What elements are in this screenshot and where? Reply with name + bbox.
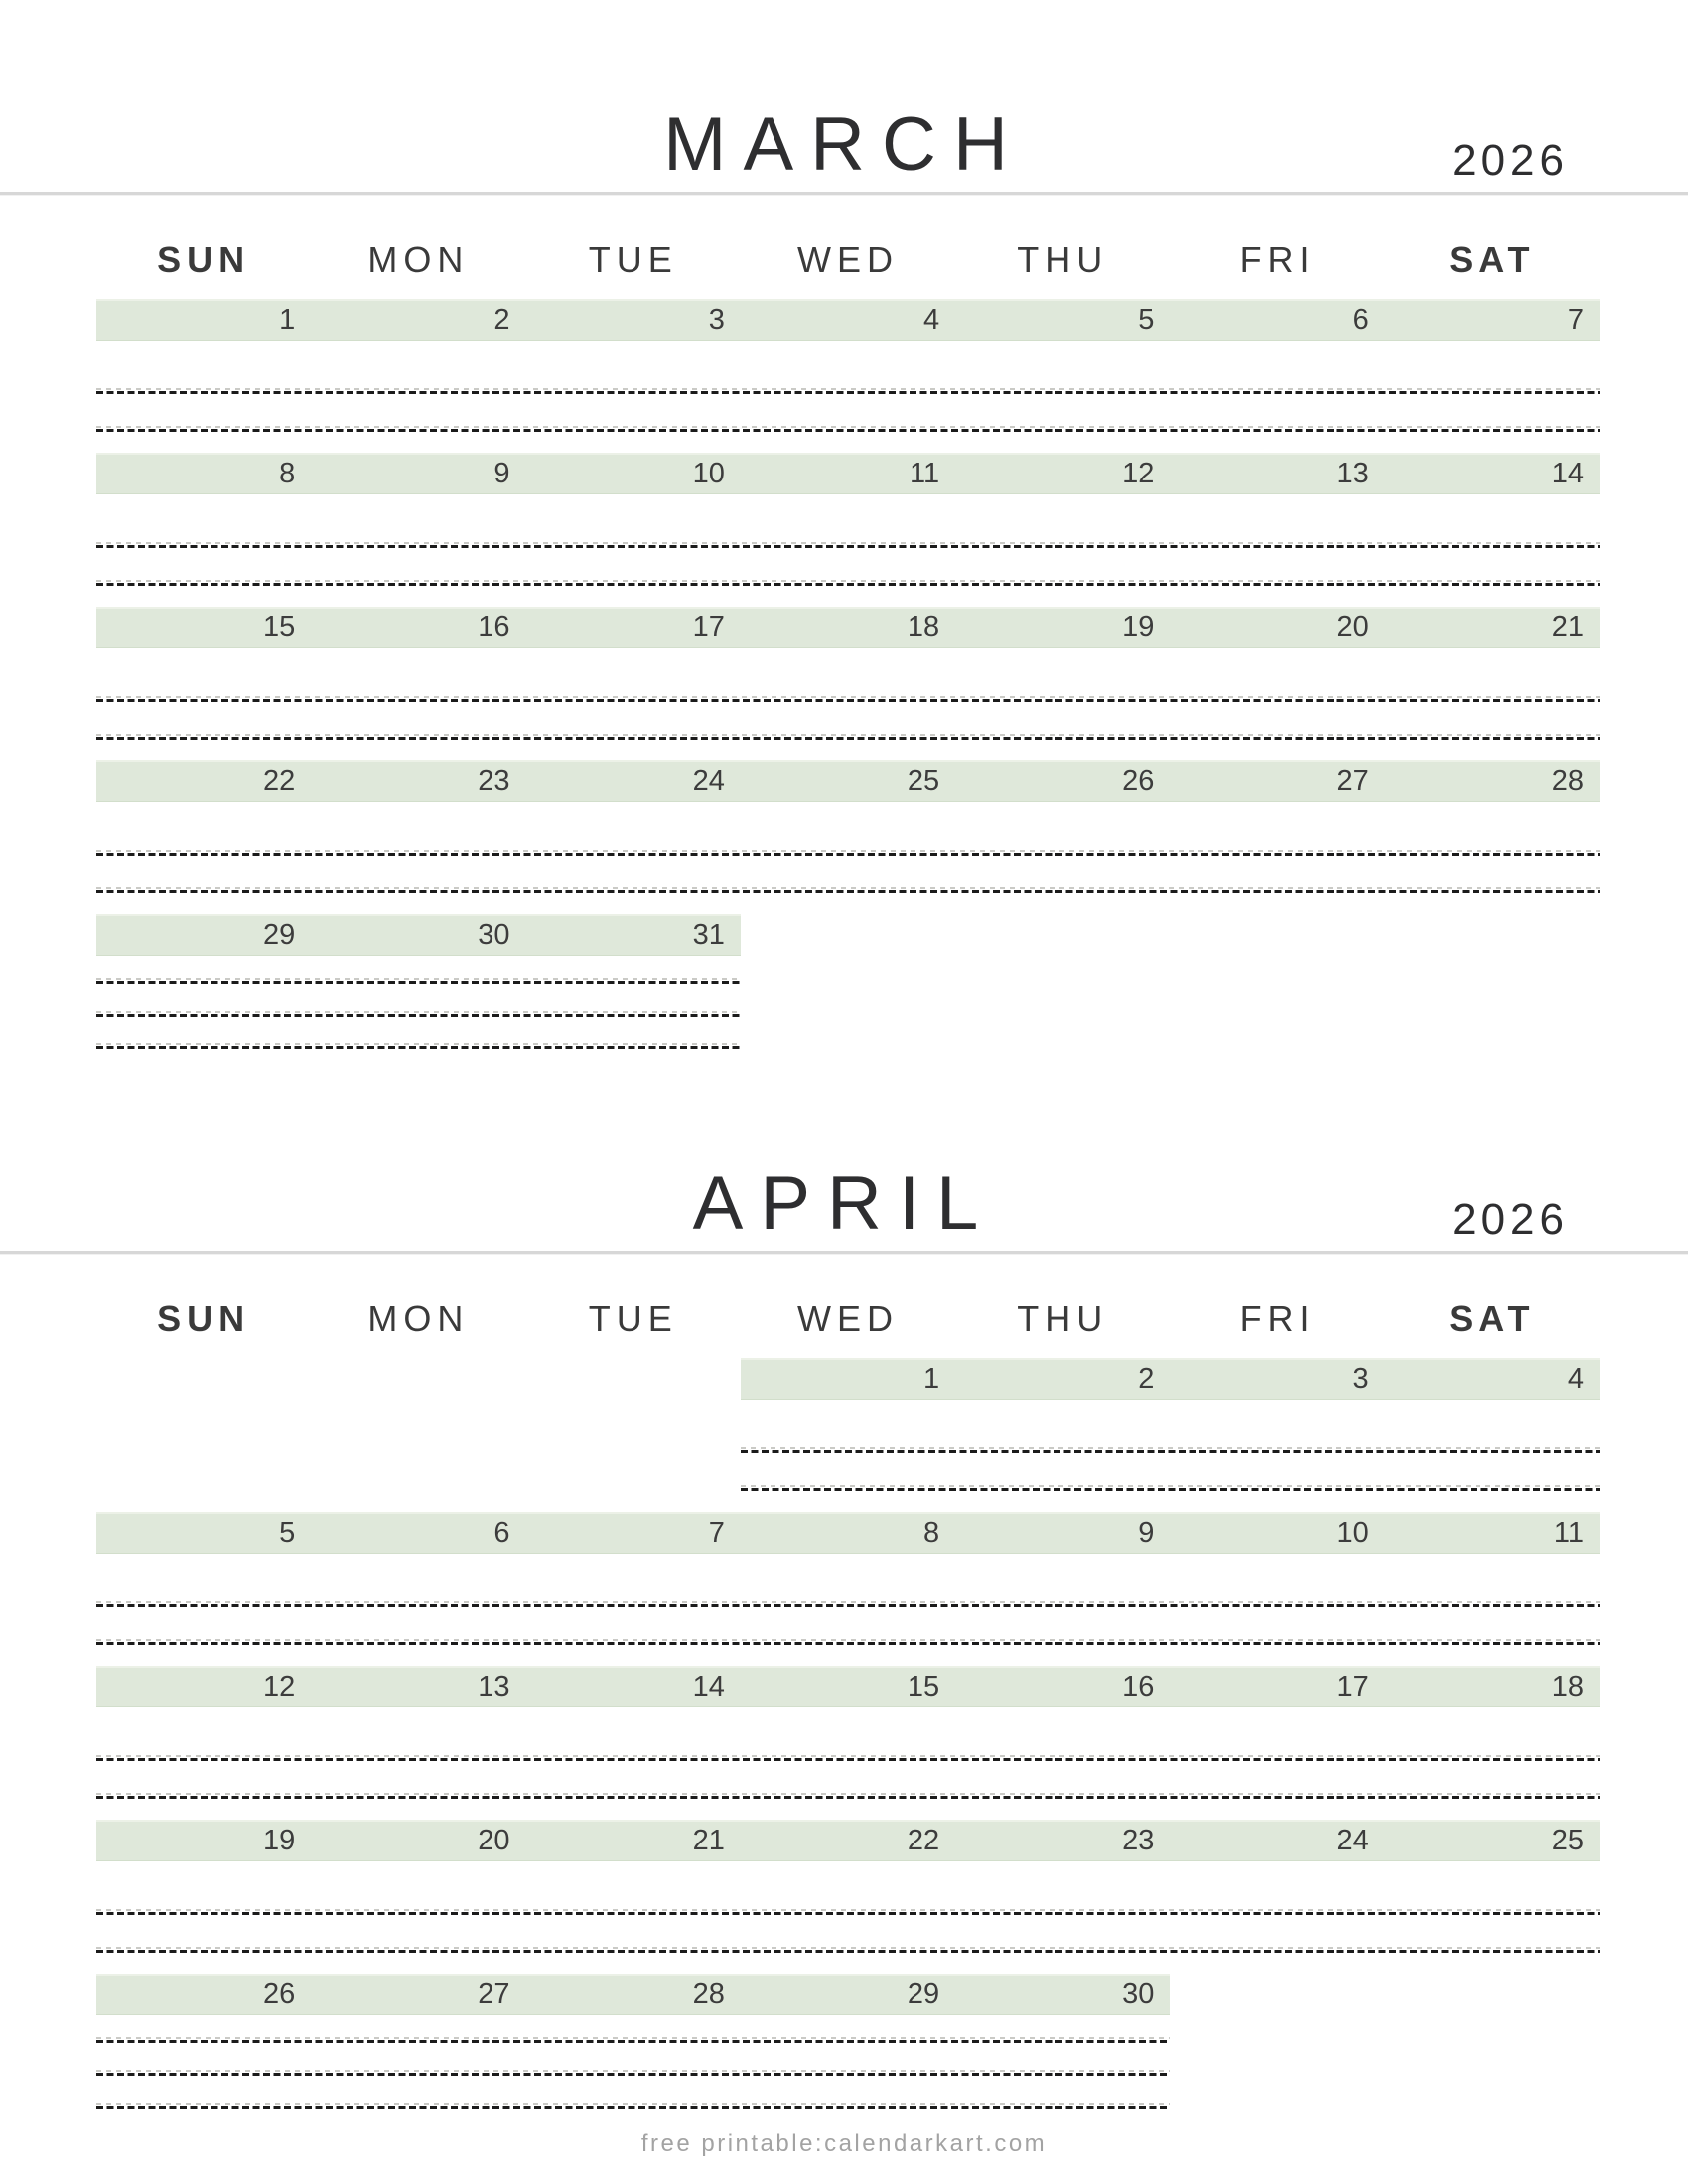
- day-cell: 22: [263, 765, 296, 797]
- day-cell: 10: [1336, 1517, 1369, 1549]
- day-cell: 19: [1122, 612, 1155, 643]
- writing-line: [96, 2103, 1170, 2109]
- day-cell: 14: [1551, 458, 1584, 489]
- month-header-april: [0, 1161, 1688, 1246]
- day-cell: 16: [478, 612, 510, 643]
- week-row: [96, 1512, 1600, 1666]
- day-cell: 9: [1138, 1517, 1155, 1549]
- week-band: [96, 1820, 1600, 1861]
- writing-line: [96, 887, 1600, 893]
- month-title: MARCH: [663, 102, 1025, 187]
- day-cell: 12: [1122, 458, 1155, 489]
- weekday-label-wed: WED: [796, 1298, 899, 1339]
- day-cell: 24: [692, 765, 725, 797]
- week-row: [96, 453, 1600, 607]
- day-cell: 24: [1336, 1825, 1369, 1856]
- day-cell: 22: [907, 1825, 940, 1856]
- day-cell: 4: [923, 304, 940, 336]
- day-cell: 4: [1567, 1363, 1584, 1395]
- writing-line: [96, 426, 1600, 432]
- day-cell: 6: [1352, 304, 1369, 336]
- weekday-label-tue: TUE: [588, 1298, 678, 1339]
- writing-line: [96, 1011, 741, 1017]
- day-cell: 9: [493, 458, 510, 489]
- weekday-label-thu: THU: [1017, 239, 1109, 280]
- day-cell: 21: [1551, 612, 1584, 643]
- weekday-label-fri: FRI: [1239, 239, 1316, 280]
- day-cell: 15: [263, 612, 296, 643]
- writing-line: [96, 1755, 1600, 1761]
- writing-line: [96, 542, 1600, 548]
- day-cell: 25: [907, 765, 940, 797]
- week-band: [96, 1666, 1600, 1707]
- day-cell: 26: [263, 1979, 296, 2010]
- weekday-label-wed: WED: [796, 239, 899, 280]
- divider: [0, 192, 1688, 196]
- writing-line: [96, 2037, 1170, 2043]
- week-row: [96, 1666, 1600, 1820]
- day-cell: 31: [692, 919, 725, 951]
- day-cell: 11: [1553, 1517, 1584, 1549]
- day-cell: 23: [1122, 1825, 1155, 1856]
- year-label: 2026: [1452, 1195, 1569, 1244]
- day-cell: 25: [1551, 1825, 1584, 1856]
- month-march: [0, 102, 1688, 1053]
- weekday-label-fri: FRI: [1239, 1298, 1316, 1339]
- weekday-header-row: [96, 241, 1600, 279]
- footer-credit: free printable:calendarkart.com: [640, 2130, 1048, 2157]
- writing-line: [96, 734, 1600, 740]
- day-cell: 18: [907, 612, 940, 643]
- day-cell: 11: [910, 458, 940, 489]
- day-cell: 8: [923, 1517, 940, 1549]
- writing-line: [96, 1793, 1600, 1799]
- month-title: APRIL: [692, 1161, 996, 1246]
- day-cell: 27: [478, 1979, 510, 2010]
- day-cell: 7: [1567, 304, 1584, 336]
- weekday-label-sat: SAT: [1449, 1298, 1536, 1339]
- day-cell: 2: [493, 304, 510, 336]
- week-row: [96, 299, 1600, 453]
- week-band: [96, 914, 741, 956]
- day-cell: 1: [279, 304, 296, 336]
- day-cell: 3: [708, 304, 725, 336]
- writing-line: [96, 388, 1600, 394]
- weekday-label-thu: THU: [1017, 1298, 1109, 1339]
- week-row: [96, 1974, 1600, 2113]
- writing-line: [741, 1447, 1600, 1453]
- week-band: [96, 299, 1600, 341]
- writing-line: [96, 580, 1600, 586]
- day-cell: 17: [1336, 1671, 1369, 1703]
- weekday-label-sun: SUN: [157, 1298, 251, 1339]
- writing-line: [96, 1947, 1600, 1953]
- divider: [0, 1251, 1688, 1255]
- day-cell: 17: [692, 612, 725, 643]
- week-row: [96, 760, 1600, 914]
- day-cell: 20: [478, 1825, 510, 1856]
- day-cell: 14: [692, 1671, 725, 1703]
- day-cell: 28: [692, 1979, 725, 2010]
- day-cell: 30: [478, 919, 510, 951]
- week-row: [96, 1820, 1600, 1974]
- day-cell: 13: [1336, 458, 1369, 489]
- month-header-march: [0, 102, 1688, 187]
- writing-line: [96, 1639, 1600, 1645]
- week-band: [96, 760, 1600, 802]
- day-cell: 8: [279, 458, 296, 489]
- day-cell: 29: [907, 1979, 940, 2010]
- writing-line: [96, 696, 1600, 702]
- writing-line: [96, 1043, 741, 1049]
- day-cell: 18: [1551, 1671, 1584, 1703]
- day-cell: 27: [1336, 765, 1369, 797]
- weeks-grid: [96, 299, 1600, 1053]
- weekday-label-tue: TUE: [588, 239, 678, 280]
- week-row: [96, 607, 1600, 760]
- day-cell: 12: [263, 1671, 296, 1703]
- week-band: [96, 1974, 1170, 2015]
- day-cell: 13: [478, 1671, 510, 1703]
- day-cell: 5: [279, 1517, 296, 1549]
- day-cell: 16: [1122, 1671, 1155, 1703]
- day-cell: 7: [708, 1517, 725, 1549]
- day-cell: 3: [1352, 1363, 1369, 1395]
- day-cell: 30: [1122, 1979, 1155, 2010]
- day-cell: 28: [1551, 765, 1584, 797]
- day-cell: 2: [1138, 1363, 1155, 1395]
- weeks-grid: [96, 1358, 1600, 2113]
- weekday-header-row: [96, 1300, 1600, 1338]
- writing-line: [741, 1485, 1600, 1491]
- week-band: [741, 1358, 1600, 1400]
- day-cell: 19: [263, 1825, 296, 1856]
- writing-line: [96, 850, 1600, 856]
- writing-line: [96, 2070, 1170, 2076]
- weekday-label-mon: MON: [367, 1298, 470, 1339]
- weekday-label-sun: SUN: [157, 239, 251, 280]
- day-cell: 26: [1122, 765, 1155, 797]
- day-cell: 5: [1138, 304, 1155, 336]
- day-cell: 1: [922, 1363, 940, 1395]
- day-cell: 20: [1336, 612, 1369, 643]
- month-april: [0, 1161, 1688, 2113]
- day-cell: 15: [907, 1671, 940, 1703]
- day-cell: 10: [692, 458, 725, 489]
- weekday-label-sat: SAT: [1449, 239, 1536, 280]
- writing-line: [96, 978, 741, 984]
- day-cell: 23: [478, 765, 510, 797]
- week-band: [96, 453, 1600, 494]
- week-band: [96, 607, 1600, 648]
- writing-line: [96, 1909, 1600, 1915]
- day-cell: 21: [692, 1825, 725, 1856]
- day-cell: 29: [263, 919, 296, 951]
- writing-line: [96, 1601, 1600, 1607]
- day-cell: 6: [493, 1517, 510, 1549]
- week-band: [96, 1512, 1600, 1554]
- year-label: 2026: [1452, 136, 1569, 185]
- week-row: [96, 1358, 1600, 1512]
- weekday-label-mon: MON: [367, 239, 470, 280]
- week-row: [96, 914, 1600, 1053]
